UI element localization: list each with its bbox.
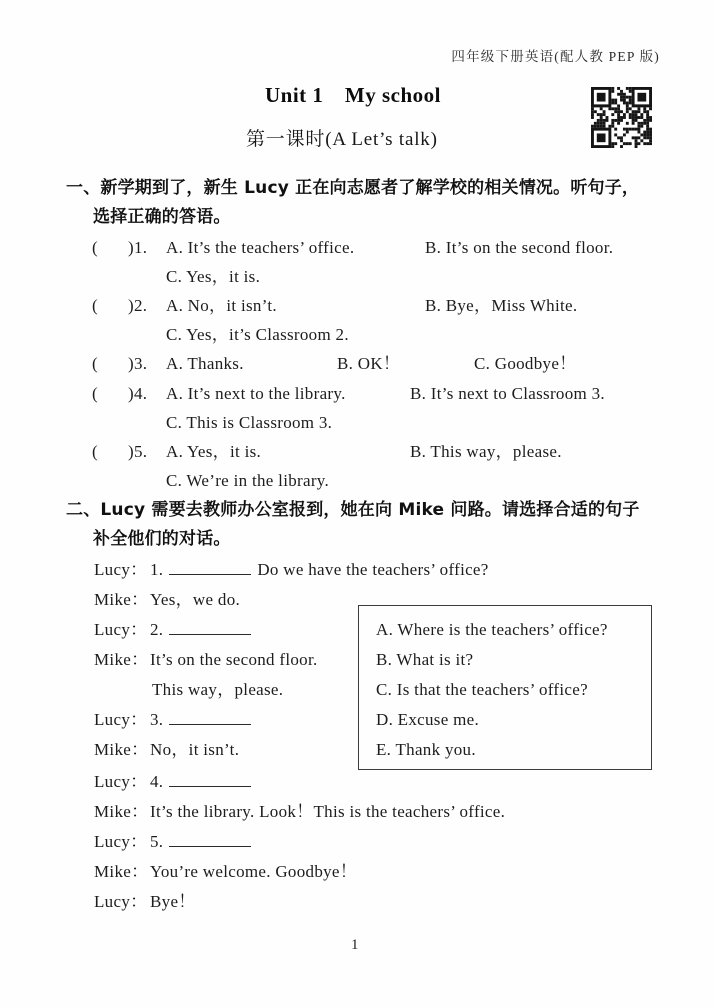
dialogue-text: This way，please. [152, 680, 284, 699]
box-option-a: A. Where is the teachers’ office? [376, 620, 608, 639]
option-c: C. We’re in the library. [166, 471, 330, 490]
blank-number: 5. [150, 832, 164, 851]
listening-question-2-line2 [0, 324, 713, 346]
listening-question-5-line2 [0, 470, 713, 492]
dialogue-content [150, 709, 257, 730]
option-c: C. Yes，it is. [166, 267, 261, 286]
listening-question-1 [0, 237, 713, 259]
section1-heading-line1: 一、新学期到了，新生 Lucy 正在向志愿者了解学校的相关情况。听句子， [66, 178, 640, 198]
speaker-label: Lucy： [94, 832, 148, 851]
answer-blank-3 [169, 709, 251, 725]
option-b: B. It’s on the second floor. [425, 238, 614, 257]
speaker-label: Mike： [94, 650, 149, 669]
speaker-label: Lucy： [94, 560, 148, 579]
bracket-open: ( [92, 442, 98, 461]
dialogue-line [0, 891, 713, 913]
option-c: C. Goodbye！ [474, 354, 577, 373]
speaker-label: Mike： [94, 740, 149, 759]
answer-options-box [358, 605, 652, 770]
answer-blank-1 [169, 559, 251, 575]
speaker-label: Mike： [94, 590, 149, 609]
speaker-label: Mike： [94, 862, 149, 881]
section1-heading-line2: 选择正确的答语。 [93, 207, 231, 227]
dialogue-text: Yes，we do. [150, 590, 241, 609]
question-number: )4. [128, 384, 148, 403]
answer-blank-2 [169, 619, 251, 635]
box-option-e: E. Thank you. [376, 740, 476, 759]
option-a: A. No，it isn’t. [166, 296, 277, 315]
listening-question-4 [0, 383, 713, 405]
option-a: A. It’s the teachers’ office. [166, 238, 355, 257]
option-c: C. Yes，it’s Classroom 2. [166, 325, 349, 344]
bracket-open: ( [92, 384, 98, 403]
option-b: B. OK！ [337, 354, 401, 373]
option-a: A. Thanks. [166, 354, 244, 373]
option-b: B. This way，please. [410, 442, 562, 461]
dialogue-content [150, 771, 257, 792]
blank-number: 1. [150, 560, 164, 579]
option-a: A. It’s next to the library. [166, 384, 346, 403]
question-number: )5. [128, 442, 148, 461]
page-header: 四年级下册英语(配人教 PEP 版) [451, 49, 660, 64]
speaker-label: Mike： [94, 802, 149, 821]
listening-question-3 [0, 353, 713, 375]
dialogue-text: Bye！ [150, 892, 196, 911]
option-a: A. Yes，it is. [166, 442, 262, 461]
page-number: 1 [351, 937, 359, 953]
dialogue-text: You’re welcome. Goodbye！ [150, 862, 358, 881]
dialogue-line [0, 831, 713, 853]
option-c: C. This is Classroom 3. [166, 413, 333, 432]
speaker-label: Lucy： [94, 772, 148, 791]
dialogue-content [150, 559, 489, 580]
blank-number: 2. [150, 620, 164, 639]
listening-question-1-line2 [0, 266, 713, 288]
bracket-open: ( [92, 296, 98, 315]
listening-question-2 [0, 295, 713, 317]
section2-heading-line2: 补全他们的对话。 [93, 529, 231, 549]
dialogue-line [0, 559, 713, 581]
bracket-open: ( [92, 354, 98, 373]
unit-title: Unit 1 My school [265, 83, 441, 107]
dialogue-line [0, 801, 713, 823]
question-number: )1. [128, 238, 148, 257]
box-option-c: C. Is that the teachers’ office? [376, 680, 588, 699]
answer-blank-4 [169, 771, 251, 787]
dialogue-text: No，it isn’t. [150, 740, 240, 759]
answer-blank-5 [169, 831, 251, 847]
box-option-d: D. Excuse me. [376, 710, 480, 729]
question-number: )2. [128, 296, 148, 315]
dialogue-text: Do we have the teachers’ office? [257, 560, 489, 579]
bracket-open: ( [92, 238, 98, 257]
listening-question-5 [0, 441, 713, 463]
speaker-label: Lucy： [94, 710, 148, 729]
section2-heading-line1: 二、Lucy 需要去教师办公室报到，她在向 Mike 问路。请选择合适的句子 [66, 500, 640, 520]
blank-number: 3. [150, 710, 164, 729]
question-number: )3. [128, 354, 148, 373]
dialogue-line [0, 861, 713, 883]
box-option-b: B. What is it? [376, 650, 474, 669]
dialogue-content [150, 831, 257, 852]
dialogue-text: It’s the library. Look！This is the teachers’ office. [150, 802, 506, 821]
option-b: B. It’s next to Classroom 3. [410, 384, 605, 403]
dialogue-content [150, 619, 257, 640]
dialogue-line [0, 771, 713, 793]
lesson-subtitle: 第一课时(A Let’s talk) [246, 129, 438, 150]
option-b: B. Bye，Miss White. [425, 296, 578, 315]
listening-question-4-line2 [0, 412, 713, 434]
qr-code [591, 87, 652, 148]
speaker-label: Lucy： [94, 620, 148, 639]
blank-number: 4. [150, 772, 164, 791]
dialogue-text: It’s on the second floor. [150, 650, 318, 669]
speaker-label: Lucy： [94, 892, 148, 911]
